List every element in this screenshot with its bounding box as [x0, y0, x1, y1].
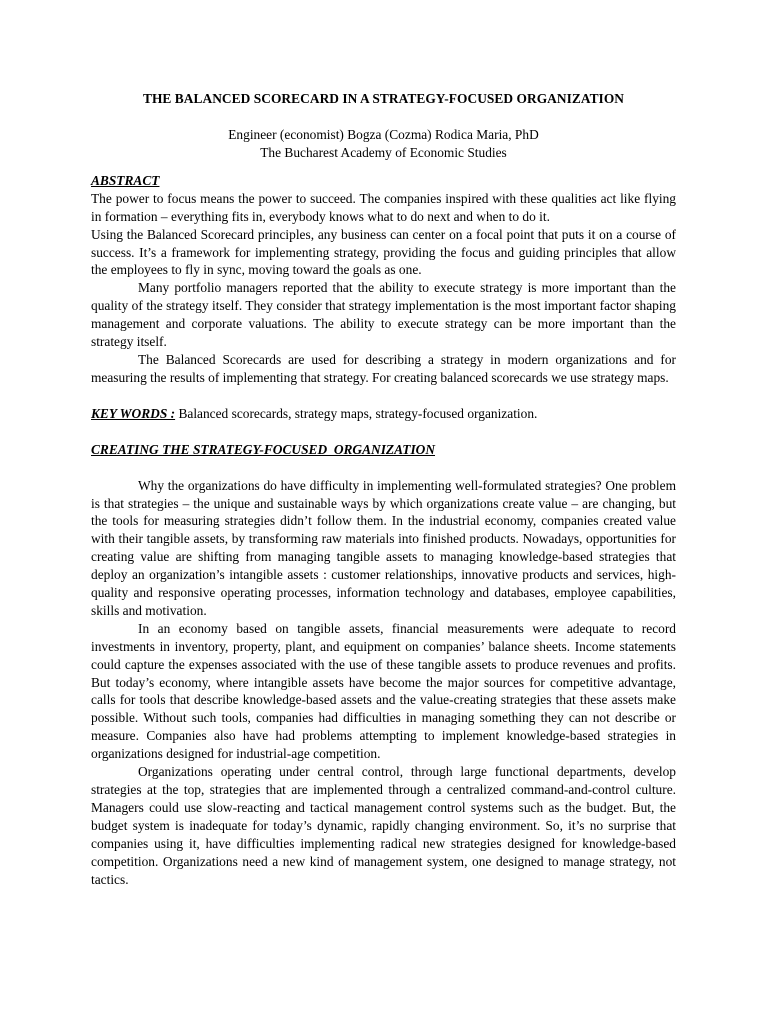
abstract-paragraph: Using the Balanced Scorecard principles, any business can center on a focal point that puts it on a course of success. It’s a framework for implementing strategy, providing the focus and guiding principles that allow the employees to fly in sync, moving toward the goals as one.	[91, 226, 676, 278]
abstract-heading: ABSTRACT	[91, 172, 160, 188]
section-heading: CREATING THE STRATEGY-FOCUSED ORGANIZATION	[91, 441, 436, 457]
paper-title: THE BALANCED SCORECARD IN A STRATEGY-FOCUSED ORGANIZATION	[142, 91, 625, 106]
body-paragraph: In an economy based on tangible assets, financial measurements were adequate to record investments in inventory, property, plant, and equipment on companies’ balance sheets. Income statements could capture the expenses associated with the use of these tangible assets to produce revenues and profits. But today’s economy, where intangible assets have become the major sources for competitive advantage, calls for tools that describe knowledge-based assets and the value-creating strategies that these assets make possible. Without such tools, companies had difficulties in managing something they can not describe or measure. Companies also have had problems attempting to implement knowledge-based strategies in organizations designed for industrial-age competition.	[91, 620, 676, 762]
spacer	[91, 459, 676, 477]
author-affiliation: The Bucharest Academy of Economic Studies	[260, 144, 507, 160]
keywords-text: Balanced scorecards, strategy maps, strategy-focused organization.	[175, 405, 538, 421]
abstract-paragraph: The power to focus means the power to succeed. The companies inspired with these qualities act like flying in formation – everything fits in, everybody knows what to do next and when to do it.	[91, 190, 676, 224]
author-name: Engineer (economist) Bogza (Cozma) Rodica Maria, PhD	[228, 126, 539, 142]
abstract-paragraph: The Balanced Scorecards are used for describing a strategy in modern organizations and for measuring the results of implementing that strategy. For creating balanced scorecards we use strategy maps.	[91, 351, 676, 385]
body-paragraph: Organizations operating under central control, through large functional departments, develop strategies at the top, strategies that are implemented through a centralized command-and-control culture. Managers could use slow-reacting and tactical management control systems such as the budget. But, the budget system is inadequate for today’s dynamic, rapidly changing environment. So, it’s no surprise that companies using it, have difficulties implementing radical new strategies designed for knowledge-based competition. Organizations need a new kind of management system, one designed to manage strategy, not tactics.	[91, 764, 676, 887]
spacer	[91, 423, 676, 441]
body-paragraph: Why the organizations do have difficulty in implementing well-formulated strategies? One problem is that strategies – the unique and sustainable ways by which organizations create value – are changing, but the tools for measuring strategies didn’t follow them. In the industrial economy, companies created value with their tangible assets, by transforming raw materials into finished products. Nowadays, opportunities for creating value are shifting from managing tangible assets to managing knowledge-based strategies that deploy an organization’s intangible assets : customer relationships, innovative products and services, high-quality and responsive operating processes, information technology and databases, employee capabilities, skills and motivation.	[91, 477, 676, 618]
keywords-label: KEY WORDS :	[91, 405, 176, 421]
keywords-line	[91, 405, 676, 423]
author-block	[91, 126, 676, 162]
spacer	[91, 387, 676, 405]
abstract-paragraph: Many portfolio managers reported that the ability to execute strategy is more important than the quality of the strategy itself. They consider that strategy implementation is the most important factor shaping management and corporate valuations. The ability to execute strategy can be more important than the strategy itself.	[91, 280, 676, 350]
